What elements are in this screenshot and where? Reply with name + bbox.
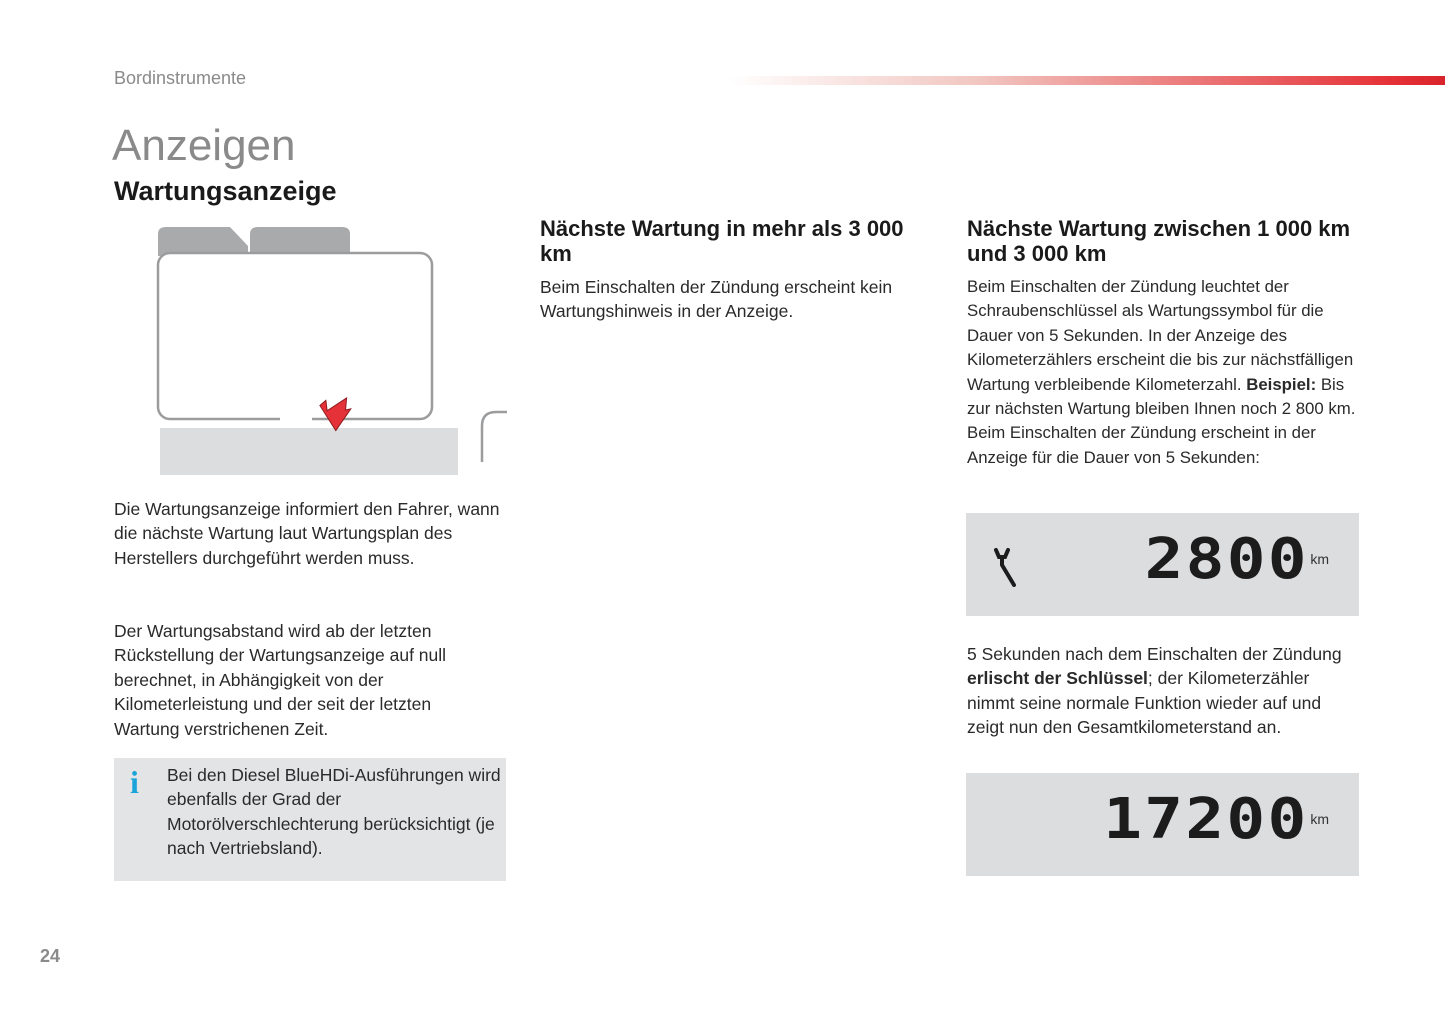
text-after-5-seconds — [967, 642, 1357, 740]
instrument-panel-drawing — [114, 222, 509, 480]
info-text: Bei den Diesel BlueHDi-Ausführungen wird ebenfalls der Grad der Motorölverschlechterung berücksichtigt (je nach Vertriebsland). — [167, 765, 501, 859]
total-km-unit: km — [1310, 811, 1329, 827]
service-km-unit: km — [1310, 551, 1329, 567]
example-text: Bis zur nächsten Wartung bleiben Ihnen noch 2 800 km. — [967, 374, 1356, 419]
text-1000-3000-intro: Beim Einschalten der Zündung leuchtet der Schraubenschlüssel als Wartungssymbol für die Dauer von 5 Sekunden. In der Anzeige des Kilometerzählers erscheint die bis zur nächstfälligen Wartung verbleibende Kilometerzahl. — [967, 277, 1354, 394]
after-text-start: 5 Sekunden nach dem Einschalten der Zündung — [967, 644, 1342, 664]
header-accent-bar — [730, 76, 1445, 85]
info-icon: i — [130, 764, 139, 800]
wrench-icon — [990, 547, 1022, 589]
text-1000-3000-display-note: Beim Einschalten der Zündung erscheint in der Anzeige für die Dauer von 5 Sekunden: — [967, 423, 1316, 467]
interval-paragraph: Der Wartungsabstand wird ab der letzten Rückstellung der Wartungsanzeige auf null berechnet, in Abhängigkeit von der Kilometerleistung und der seit der letzten Wartung verstrichenen Zeit. — [114, 621, 447, 739]
example-label: Beispiel: — [1246, 374, 1317, 394]
intro-paragraph: Die Wartungsanzeige informiert den Fahrer, wann die nächste Wartung laut Wartungsplan des Herstellers durchgeführt werden muss. — [114, 499, 500, 568]
page-subtitle: Wartungsanzeige — [114, 176, 337, 206]
heading-more-than-3000: Nächste Wartung in mehr als 3 000 km — [540, 216, 904, 266]
total-km-value: 17200 — [1103, 787, 1309, 852]
text-more-than-3000: Beim Einschalten der Zündung erscheint kein Wartungshinweis in der Anzeige. — [540, 277, 893, 322]
section-label: Bordinstrumente — [114, 68, 247, 88]
heading-1000-3000: Nächste Wartung zwischen 1 000 km und 3 000 km — [967, 216, 1351, 266]
odometer-display-service — [966, 513, 1359, 616]
odometer-display-total — [966, 773, 1359, 876]
service-km-value: 2800 — [1144, 527, 1309, 592]
after-text-bold: erlischt der Schlüssel — [967, 668, 1148, 689]
page-number: 24 — [40, 946, 61, 966]
page-title: Anzeigen — [112, 121, 296, 170]
after-text-end: ; der Kilometerzähler nimmt seine normale Funktion wieder auf und zeigt nun den Gesamtkilometerstand an. — [967, 668, 1322, 738]
text-1000-3000 — [967, 275, 1367, 470]
instrument-panel-illustration — [114, 222, 509, 480]
